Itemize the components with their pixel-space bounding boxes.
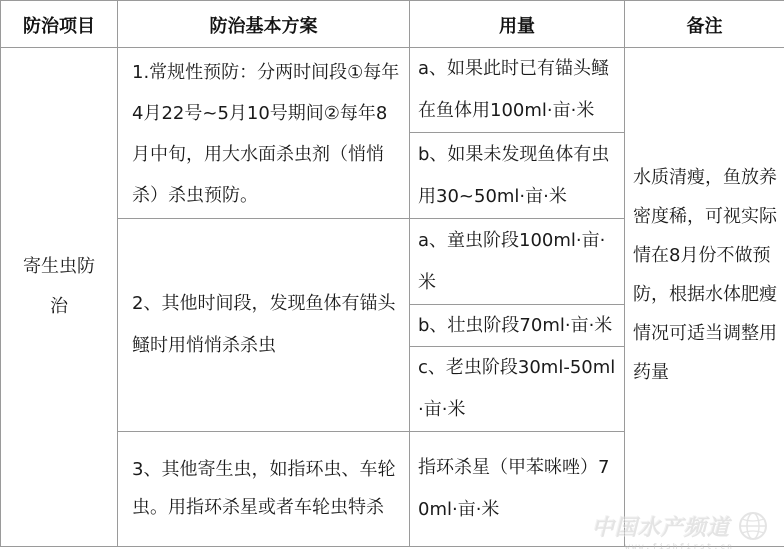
header-remark: 备注 <box>625 1 784 48</box>
category-text: 寄生虫防治 <box>23 256 95 317</box>
dosage-cell-1a <box>410 48 625 133</box>
plan-cell-2 <box>118 219 410 432</box>
globe-logo-icon <box>736 509 770 543</box>
dosage-text-2b: b、壮虫阶段70ml·亩·米 <box>418 314 613 336</box>
dosage-cell-1b <box>410 133 625 219</box>
plan-text-1: 1.常规性预防：分两时间段①每年4月22号~5月10号期间②每年8月中旬，用大水面杀虫剂（悄悄杀）杀虫预防。 <box>132 62 400 206</box>
header-row <box>1 1 784 48</box>
watermark <box>591 509 770 551</box>
dosage-text-1b: b、如果未发现鱼体有虫用30~50ml·亩·米 <box>418 143 610 207</box>
dosage-cell-2a <box>410 219 625 305</box>
plan-text-3: 3、其他寄生虫，如指环虫、车轮虫。用指环杀星或者车轮虫特杀 <box>132 459 396 518</box>
header-dosage: 用量 <box>410 1 625 48</box>
remark-text: 水质清瘦，鱼放养密度稀，可视实际情在8月份不做预防，根据水体肥瘦情况可适当调整用药量 <box>633 166 777 383</box>
plan-text-2: 2、其他时间段，发现鱼体有锚头鳋时用悄悄杀杀虫 <box>132 293 396 356</box>
dosage-text-2c: c、老虫阶段30ml-50ml·亩·米 <box>418 357 616 420</box>
plan-cell-3 <box>118 432 410 547</box>
table-row <box>1 48 784 133</box>
category-cell <box>1 48 118 547</box>
header-plan: 防治基本方案 <box>118 1 410 48</box>
plan-cell-1 <box>118 48 410 219</box>
dosage-text-3: 指环杀星（甲苯咪唑）70ml·亩·米 <box>418 457 610 520</box>
header-project: 防治项目 <box>1 1 118 48</box>
watermark-url: www.fishfirst.cn <box>624 542 734 551</box>
dosage-text-2a: a、童虫阶段100ml·亩·米 <box>418 229 606 293</box>
remark-cell <box>625 48 784 547</box>
dosage-cell-2b <box>410 305 625 347</box>
dosage-cell-2c <box>410 347 625 432</box>
watermark-text: 中国水产频道 <box>591 515 730 541</box>
dosage-text-1a: a、如果此时已有锚头鳋在鱼体用100ml·亩·米 <box>418 58 610 121</box>
